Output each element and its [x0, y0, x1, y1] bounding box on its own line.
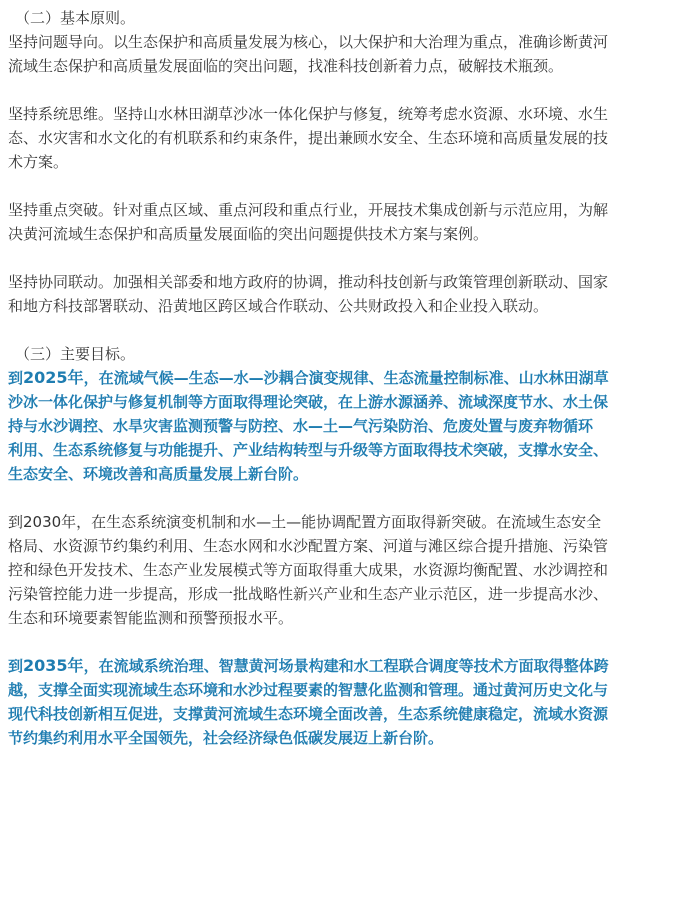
- section-heading-basic-principles: （二）基本原则。: [15, 9, 136, 27]
- paragraph-key-breakthroughs: [8, 198, 672, 246]
- text-line: 坚持问题导向。以生态保护和高质量发展为核心，以大保护和大治理为重点，准确诊断黄河: [8, 33, 609, 51]
- goal-year-2035: 2035年: [23, 656, 84, 675]
- goal-prefix: 到: [8, 657, 24, 675]
- paragraph-problem-oriented: [8, 30, 672, 78]
- paragraph-gap: [8, 318, 672, 342]
- goal-prefix: 到: [8, 369, 24, 387]
- text-line: 生态和环境要素智能监测和预警预报水平。: [8, 609, 294, 627]
- text-line: 坚持系统思维。坚持山水林田湖草沙冰一体化保护与修复，统筹考虑水资源、水环境、水生: [8, 105, 609, 123]
- text-line: 生态安全、环境改善和高质量发展上新台阶。: [8, 465, 309, 483]
- text-line: 到2030年，在生态系统演变机制和水—土—能协调配置方面取得新突破。在流域生态安全: [8, 513, 602, 531]
- paragraph-coordinated-linkage: [8, 270, 672, 318]
- goal-text: ，在流域系统治理、智慧黄河场景构建和水工程联合调度等技术方面取得整体跨: [83, 657, 609, 675]
- paragraph-gap: [8, 78, 672, 102]
- text-line: 现代科技创新相互促进，支撑黄河流域生态环境全面改善，生态系统健康稳定，流域水资源: [8, 705, 609, 723]
- paragraph-goal-2035: [8, 654, 672, 750]
- paragraph-goal-2025: [8, 366, 672, 486]
- text-line: 沙冰一体化保护与修复机制等方面取得理论突破，在上游水源涵养、流域深度节水、水土保: [8, 393, 609, 411]
- text-line: 态、水灾害和水文化的有机联系和约束条件，提出兼顾水安全、生态环境和高质量发展的技: [8, 129, 609, 147]
- text-line: 流域生态保护和高质量发展面临的突出问题，找准科技创新着力点，破解技术瓶颈。: [8, 57, 564, 75]
- text-line: 控和绿色开发技术、生态产业发展模式等方面取得重大成果，水资源均衡配置、水沙调控和: [8, 561, 609, 579]
- text-line: 污染管控能力进一步提高，形成一批战略性新兴产业和生态产业示范区，进一步提高水沙、: [8, 585, 609, 603]
- text-line: [8, 654, 672, 678]
- text-line: 坚持协同联动。加强相关部委和地方政府的协调，推动科技创新与政策管理创新联动、国家: [8, 273, 609, 291]
- text-line: 节约集约利用水平全国领先，社会经济绿色低碳发展迈上新台阶。: [8, 729, 444, 747]
- text-line: 坚持重点突破。针对重点区域、重点河段和重点行业，开展技术集成创新与示范应用，为解: [8, 201, 609, 219]
- section-heading-main-goals: （三）主要目标。: [15, 345, 136, 363]
- goal-text: ，在流域气候—生态—水—沙耦合演变规律、生态流量控制标准、山水林田湖草: [83, 369, 609, 387]
- paragraph-goal-2030: [8, 510, 672, 630]
- text-line: 决黄河流域生态保护和高质量发展面临的突出问题提供技术方案与案例。: [8, 225, 489, 243]
- text-line: 持与水沙调控、水旱灾害监测预警与防控、水—土—气污染防治、危废处置与废弃物循环: [8, 417, 594, 435]
- text-line: 格局、水资源节约集约利用、生态水网和水沙配置方案、河道与滩区综合提升措施、污染管: [8, 537, 609, 555]
- paragraph-gap: [8, 486, 672, 510]
- text-line: 利用、生态系统修复与功能提升、产业结构转型与升级等方面取得技术突破，支撑水安全、: [8, 441, 609, 459]
- paragraph-gap: [8, 174, 672, 198]
- text-line: 和地方科技部署联动、沿黄地区跨区域合作联动、公共财政投入和企业投入联动。: [8, 297, 549, 315]
- text-line: [8, 366, 672, 390]
- paragraph-gap: [8, 246, 672, 270]
- text-line: 越，支撑全面实现流域生态环境和水沙过程要素的智慧化监测和管理。通过黄河历史文化与: [8, 681, 609, 699]
- paragraph-systems-thinking: [8, 102, 672, 174]
- text-line: 术方案。: [8, 153, 69, 171]
- document: [0, 6, 680, 750]
- goal-year-2025: 2025年: [23, 368, 84, 387]
- paragraph-gap: [8, 630, 672, 654]
